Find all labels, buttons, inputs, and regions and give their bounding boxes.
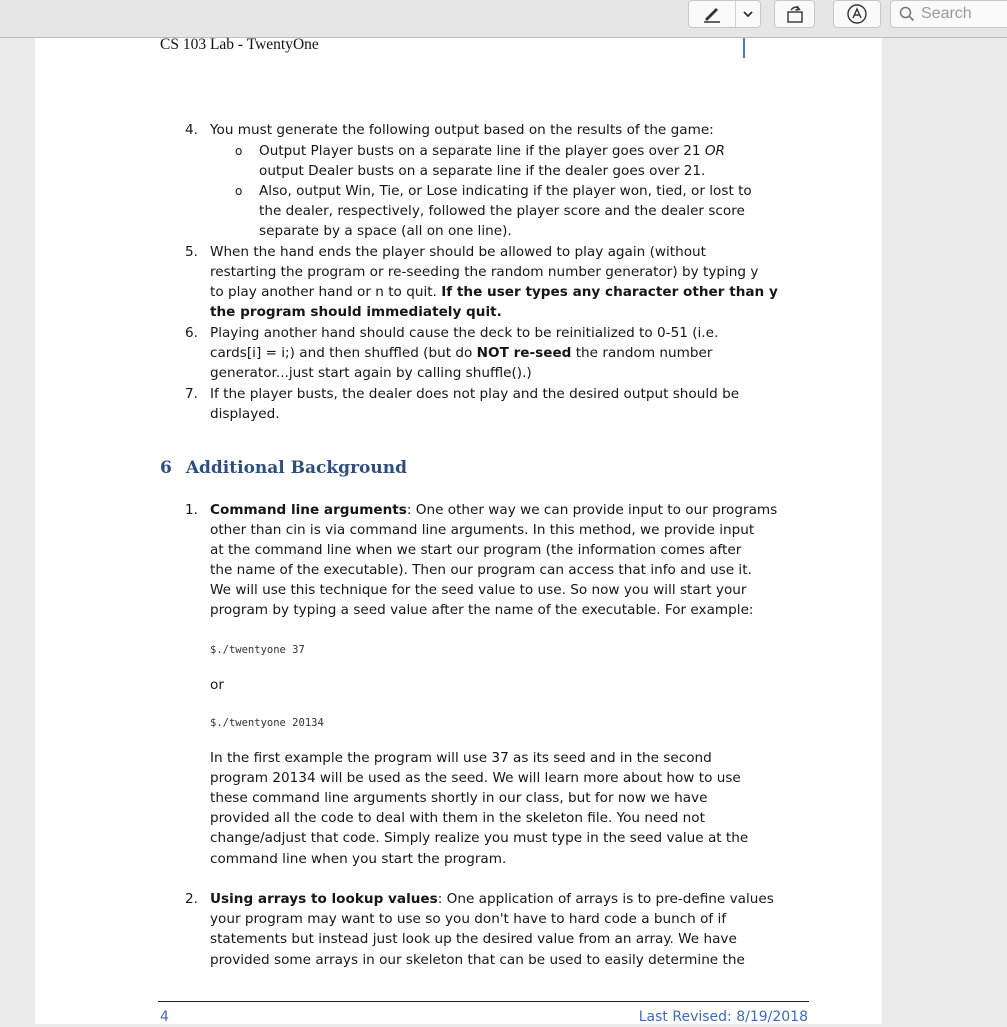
item-5-line-2: restarting the program or re-seeding the random number generator) by typing y [210,264,759,280]
item-number: 6. [185,325,198,341]
section-heading [160,458,407,478]
item-4-bullet-1-line-2: output Dealer busts on a separate line if the dealer goes over 21. [259,163,706,179]
item-4-intro: You must generate the following output based on the results of the game: [210,122,714,138]
bullet-marker: o [235,144,243,158]
section-item-2-line-2: your program may want to use so you don't have to hard code a bunch of if [210,911,727,927]
section-item-1-para-2-line-4: provided all the code to deal with them in the skeleton file. You need not [210,810,705,826]
item-4-bullet-2-line-1: Also, output Win, Tie, or Lose indicating if the player won, tied, or lost to [259,183,752,199]
item-5-line-1: When the hand ends the player should be allowed to play again (without [210,244,706,260]
footer-last-revised: Last Revised: 8/19/2018 [638,1009,808,1025]
section-item-2-line-4: provided some arrays in our skeleton that can be used to easily determine the [210,952,745,968]
section-item-1-line-5: We will use this technique for the seed value to use. So now you will start your [210,582,747,598]
item-5-line-4: the program should immediately quit. [210,304,502,320]
item-4-bullet-1-line-1: Output Player busts on a separate line if the player goes over 21 OR [259,143,726,159]
section-number: 6 [160,458,172,478]
section-item-1-para-2-line-2: program 20134 will be used as the seed. We will learn more about how to use [210,770,741,786]
section-item-1-para-2-line-5: change/adjust that code. Simply realize you must type in the seed value at the [210,830,749,846]
section-item-1-line-2: other than cin is via command line arguments. In this method, we provide input [210,522,755,538]
item-number: 7. [185,386,198,402]
section-item-2-line-1: Using arrays to lookup values: One application of arrays is to pre-define values [210,891,774,907]
item-number: 2. [185,891,198,907]
item-number: 5. [185,244,198,260]
item-6-line-3: generator...just start again by calling shuffle().) [210,365,532,381]
item-7-line-2: displayed. [210,406,280,422]
footer-page-number: 4 [160,1009,169,1025]
item-6-line-1: Playing another hand should cause the deck to be reinitialized to 0-51 (i.e. [210,325,719,341]
section-item-1-para-2-line-6: command line when you start the program. [210,851,507,867]
code-example-1: $./twentyone 37 [210,644,305,656]
item-6-line-2: cards[i] = i;) and then shuffled (but do NOT re-seed the random number [210,345,713,361]
or-text: or [210,677,224,693]
section-item-1-para-2-line-1: In the first example the program will use 37 as its seed and in the second [210,750,712,766]
section-item-1-line-4: the name of the executable). Then our program can access that info and use it. [210,562,752,578]
item-4-bullet-2-line-2: the dealer, respectively, followed the player score and the dealer score [259,203,745,219]
bullet-marker: o [235,184,243,198]
section-item-1-para-2-line-3: these command line arguments shortly in our class, but for now we have [210,790,708,806]
section-item-1-line-6: program by typing a seed value after the name of the executable. For example: [210,602,754,618]
section-item-1-line-1: Command line arguments: One other way we can provide input to our programs [210,502,778,518]
search-placeholder: Search [921,5,972,22]
item-number: 4. [185,122,198,138]
footer-divider [158,1001,809,1002]
item-number: 1. [185,502,198,518]
code-example-2: $./twentyone 20134 [210,717,324,729]
item-7-line-1: If the player busts, the dealer does not play and the desired output should be [210,386,740,402]
item-5-line-3: to play another hand or n to quit. If the user types any character other than y [210,284,778,300]
section-item-2-line-3: statements but instead just look up the desired value from an array. We have [210,931,737,947]
item-4-bullet-2-line-3: separate by a space (all on one line). [259,223,512,239]
section-item-1-line-3: at the command line when we start our program (the information comes after [210,542,742,558]
section-title: Additional Background [185,458,407,478]
page-header-title: CS 103 Lab - TwentyOne [160,36,319,53]
